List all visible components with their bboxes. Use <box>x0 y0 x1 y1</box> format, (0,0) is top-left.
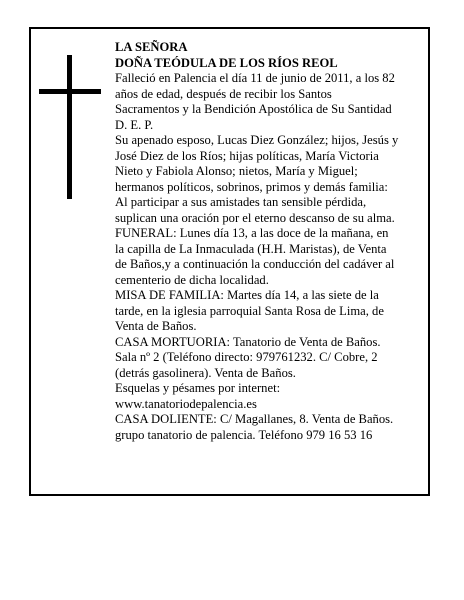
notice-line: de Baños,y a continuación la conducción del cadáver al <box>115 257 395 271</box>
notice-line: hermanos políticos, sobrinos, primos y demás familia: <box>115 179 388 194</box>
notice-line: Al participar a sus amistades tan sensible pérdida, <box>115 195 367 209</box>
notice-line: José Diez de los Ríos; hijas políticas, María Victoria <box>115 148 379 163</box>
notice-line: tarde, en la iglesia parroquial Santa Rosa de Lima, de <box>115 303 384 318</box>
notice-line: (detrás gasolinera). Venta de Baños. <box>115 365 296 380</box>
notice-line: la capilla de La Inmaculada (H.H. Maristas), de Venta <box>115 241 387 256</box>
notice-line: D. E. P. <box>115 117 154 132</box>
notice-line: CASA DOLIENTE: C/ Magallanes, 8. Venta de Baños. <box>115 412 394 426</box>
notice-line: MISA DE FAMILIA: Martes día 14, a las siete de la <box>115 288 379 302</box>
website-link[interactable]: www.tanatoriodepalencia.es <box>115 396 257 411</box>
notice-line: CASA MORTUORIA: Tanatorio de Venta de Baños. <box>115 334 381 349</box>
notice-title-line-1: LA SEÑORA <box>115 40 188 54</box>
notice-title-line-2: DOÑA TEÓDULA DE LOS RÍOS REOL <box>115 55 338 70</box>
cross-vertical-bar <box>67 55 72 199</box>
notice-line: Su apenado esposo, Lucas Diez González; hijos, Jesús y <box>115 133 399 147</box>
notice-line: Esquelas y pésames por internet: <box>115 381 281 395</box>
notice-line: cementerio de dicha localidad. <box>115 272 269 287</box>
cross-horizontal-bar <box>39 89 101 94</box>
latin-cross-icon <box>39 55 101 199</box>
notice-line: FUNERAL: Lunes día 13, a las doce de la mañana, en <box>115 226 389 240</box>
notice-line: suplican una oración por el eterno descanso de su alma. <box>115 210 395 225</box>
notice-line: Sacramentos y la Bendición Apostólica de Su Santidad <box>115 102 392 116</box>
notice-line: años de edad, después de recibir los Santos <box>115 86 332 101</box>
notice-line: Falleció en Palencia el día 11 de junio de 2011, a los 82 <box>115 71 395 85</box>
notice-line: grupo tanatorio de palencia. Teléfono 979 16 53 16 <box>115 427 373 442</box>
obituary-notice <box>29 27 430 496</box>
notice-line: Nieto y Fabiola Alonso; nietos, María y Miguel; <box>115 164 358 178</box>
notice-text <box>115 40 427 443</box>
notice-line: Venta de Baños. <box>115 319 197 333</box>
notice-line: Sala nº 2 (Teléfono directo: 979761232. C/ Cobre, 2 <box>115 350 378 364</box>
